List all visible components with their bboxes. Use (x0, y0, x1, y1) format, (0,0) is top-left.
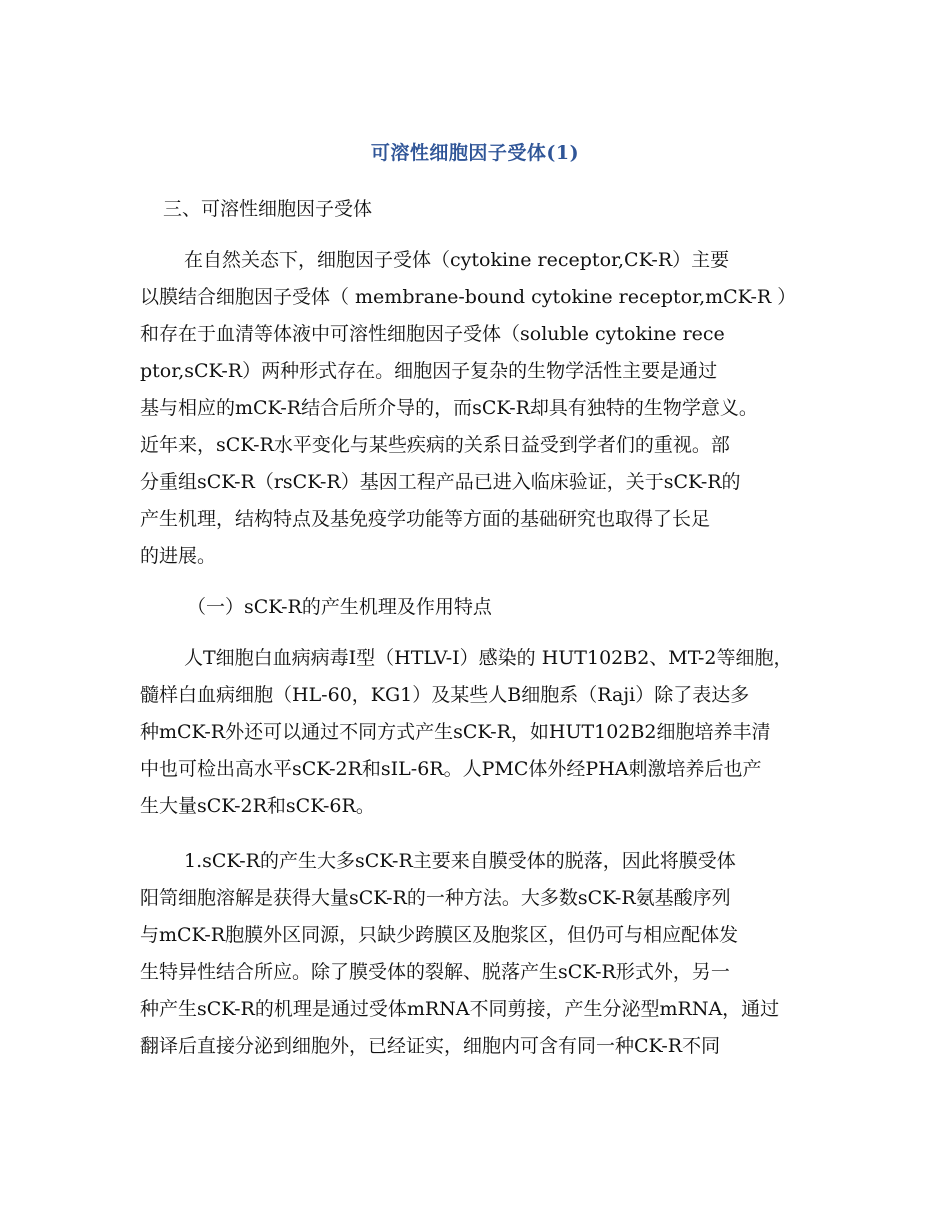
paragraph-line: 在自然关态下，细胞因子受体（cytokine receptor,CK-R）主要 (184, 249, 730, 271)
paragraph-line: 1.sCK-R的产生大多sCK-R主要来自膜受体的脱落，因此将膜受体 (184, 850, 736, 872)
section-heading: 三、可溶性细胞因子受体 (163, 198, 373, 220)
paragraph-line: 和存在于血清等体液中可溶性细胞因子受体（soluble cytokine rece (140, 323, 725, 345)
paragraph-line: 的进展。 (140, 545, 217, 567)
paragraph-line: 阳笥细胞溶解是获得大量sCK-R的一种方法。大多数sCK-R氨基酸序列 (140, 887, 731, 909)
paragraph-line: ptor,sCK-R）两种形式存在。细胞因子复杂的生物学活性主要是通过 (140, 360, 718, 382)
paragraph-line: 产生机理，结构特点及基免疫学功能等方面的基础研究也取得了长足 (140, 508, 711, 530)
paragraph-intro (140, 242, 840, 575)
paragraph-cell-lines (140, 640, 840, 825)
paragraph-line: 中也可检出高水平sCK-2R和sIL-6R。人PMC体外经PHA刺激培养后也产 (140, 758, 762, 780)
paragraph-line: 基与相应的mCK-R结合后所介导的，而sCK-R却具有独特的生物学意义。 (140, 397, 758, 419)
paragraph-line: 与mCK-R胞膜外区同源，只缺少跨膜区及胞浆区，但仍可与相应配体发 (140, 924, 739, 946)
paragraph-production (140, 843, 840, 1065)
paragraph-line: 以膜结合细胞因子受体（ membrane-bound cytokine receptor,mCK-R ） (140, 286, 797, 308)
paragraph-line: 分重组sCK-R（rsCK-R）基因工程产品已进入临床验证，关于sCK-R的 (140, 471, 741, 493)
subsection-heading: （一）sCK-R的产生机理及作用特点 (187, 596, 492, 618)
paragraph-line: 翻译后直接分泌到细胞外，已经证实，细胞内可含有同一种CK-R不同 (140, 1035, 721, 1057)
paragraph-line: 髓样白血病细胞（HL-60，KG1）及某些人B细胞系（Raji）除了表达多 (140, 684, 750, 706)
paragraph-line: 近年来，sCK-R水平变化与某些疾病的关系日益受到学者们的重视。部 (140, 434, 730, 456)
paragraph-line: 生特异性结合所应。除了膜受体的裂解、脱落产生sCK-R形式外，另一 (140, 961, 730, 983)
paragraph-line: 人T细胞白血病病毒I型（HTLV-I）感染的 HUT102B2、MT-2等细胞， (184, 647, 793, 669)
paragraph-line: 生大量sCK-2R和sCK-6R。 (140, 795, 375, 817)
paragraph-line: 种产生sCK-R的机理是通过受体mRNA不同剪接，产生分泌型mRNA，通过 (140, 998, 780, 1020)
document-title: 可溶性细胞因子受体(1) (370, 142, 580, 164)
paragraph-line: 种mCK-R外还可以通过不同方式产生sCK-R，如HUT102B2细胞培养丰清 (140, 721, 771, 743)
